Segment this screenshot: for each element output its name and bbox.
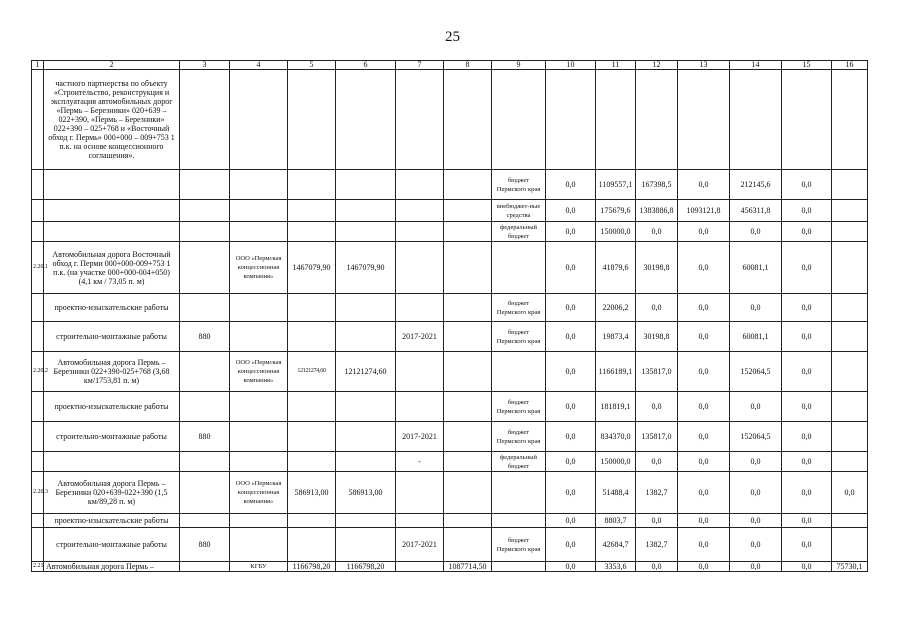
table-cell: 0,0 bbox=[546, 472, 596, 514]
table-cell bbox=[44, 452, 180, 472]
table-cell: 2017-2021 bbox=[396, 422, 444, 452]
table-cell: 0,0 bbox=[546, 528, 596, 562]
table-cell bbox=[336, 200, 396, 222]
table-cell: 0,0 bbox=[730, 452, 782, 472]
table-cell: федеральный бюджет bbox=[492, 452, 546, 472]
table-cell: 19873,4 bbox=[596, 322, 636, 352]
table-cell bbox=[336, 170, 396, 200]
table-cell bbox=[32, 422, 44, 452]
table-cell bbox=[180, 200, 230, 222]
table-cell bbox=[336, 294, 396, 322]
table-cell bbox=[832, 392, 868, 422]
table-cell bbox=[288, 452, 336, 472]
table-cell: 0,0 bbox=[782, 222, 832, 242]
column-header: 6 bbox=[336, 61, 396, 70]
table-cell: 152064,5 bbox=[730, 352, 782, 392]
table-cell: 22006,2 bbox=[596, 294, 636, 322]
column-header: 13 bbox=[678, 61, 730, 70]
table-cell: 0,0 bbox=[678, 170, 730, 200]
table-cell: 152064,5 bbox=[730, 422, 782, 452]
table-cell bbox=[230, 200, 288, 222]
table-cell: проектно-изыскательские работы bbox=[44, 294, 180, 322]
table-cell bbox=[336, 514, 396, 528]
table-cell bbox=[444, 170, 492, 200]
column-header: 14 bbox=[730, 61, 782, 70]
table-cell: 75730,1 bbox=[832, 562, 868, 572]
table-cell: 1383886,8 bbox=[636, 200, 678, 222]
table-cell: бюджет Пермского края bbox=[492, 392, 546, 422]
table-cell: 880 bbox=[180, 422, 230, 452]
table-cell bbox=[230, 222, 288, 242]
table-cell bbox=[444, 528, 492, 562]
table-cell bbox=[32, 322, 44, 352]
table-cell bbox=[32, 222, 44, 242]
table-cell: 0,0 bbox=[546, 392, 596, 422]
table-cell: 212145,6 bbox=[730, 170, 782, 200]
table-row bbox=[32, 472, 868, 514]
table-cell: 0,0 bbox=[730, 528, 782, 562]
table-cell bbox=[492, 514, 546, 528]
table-cell: 0,0 bbox=[678, 222, 730, 242]
table-cell: 2.20.1 bbox=[32, 242, 44, 294]
table-cell bbox=[444, 70, 492, 170]
table-cell bbox=[832, 422, 868, 452]
table-cell bbox=[832, 322, 868, 352]
table-row bbox=[32, 322, 868, 352]
table-cell: 135817,0 bbox=[636, 422, 678, 452]
column-header: 11 bbox=[596, 61, 636, 70]
table-cell bbox=[396, 562, 444, 572]
column-header: 2 bbox=[44, 61, 180, 70]
table-cell bbox=[32, 294, 44, 322]
table-cell: 0,0 bbox=[546, 294, 596, 322]
table-cell: 0,0 bbox=[636, 562, 678, 572]
table-cell: 167398,5 bbox=[636, 170, 678, 200]
budget-table bbox=[31, 60, 868, 572]
table-cell bbox=[180, 242, 230, 294]
table-cell: бюджет Пермского края bbox=[492, 528, 546, 562]
table-cell: 0,0 bbox=[678, 294, 730, 322]
table-cell: 60081,1 bbox=[730, 322, 782, 352]
table-cell: 0,0 bbox=[782, 528, 832, 562]
table-cell bbox=[832, 70, 868, 170]
table-cell bbox=[596, 70, 636, 170]
table-cell bbox=[180, 452, 230, 472]
table-cell: 2017-2021 bbox=[396, 528, 444, 562]
column-header: 9 bbox=[492, 61, 546, 70]
table-cell: 0,0 bbox=[782, 472, 832, 514]
table-row bbox=[32, 392, 868, 422]
table-cell bbox=[44, 200, 180, 222]
table-cell: проектно-изыскательские работы bbox=[44, 514, 180, 528]
table-cell: 0,0 bbox=[636, 294, 678, 322]
table-cell: 0,0 bbox=[730, 472, 782, 514]
table-cell bbox=[336, 392, 396, 422]
table-cell bbox=[288, 422, 336, 452]
table-cell bbox=[336, 452, 396, 472]
table-cell bbox=[288, 200, 336, 222]
table-row bbox=[32, 514, 868, 528]
table-cell bbox=[546, 70, 596, 170]
table-cell bbox=[288, 322, 336, 352]
table-cell: 12121274,60 bbox=[336, 352, 396, 392]
table-row bbox=[32, 352, 868, 392]
table-cell: ООО «Пермская концессионная компания» bbox=[230, 472, 288, 514]
table-row bbox=[32, 242, 868, 294]
table-cell: 0,0 bbox=[546, 514, 596, 528]
table-cell: 175679,6 bbox=[596, 200, 636, 222]
column-header: 4 bbox=[230, 61, 288, 70]
table-cell bbox=[230, 528, 288, 562]
table-cell bbox=[396, 242, 444, 294]
table-cell bbox=[230, 392, 288, 422]
table-row bbox=[32, 170, 868, 200]
table-cell bbox=[832, 514, 868, 528]
table-cell bbox=[180, 294, 230, 322]
table-cell: 2017-2021 bbox=[396, 322, 444, 352]
table-cell bbox=[336, 222, 396, 242]
table-cell bbox=[832, 200, 868, 222]
table-cell bbox=[288, 392, 336, 422]
table-cell bbox=[396, 514, 444, 528]
table-cell bbox=[636, 70, 678, 170]
table-cell: 0,0 bbox=[782, 352, 832, 392]
table-cell: 1087714,50 bbox=[444, 562, 492, 572]
table-cell bbox=[444, 242, 492, 294]
table-cell bbox=[288, 294, 336, 322]
table-cell: 0,0 bbox=[546, 452, 596, 472]
table-cell: 30198,8 bbox=[636, 242, 678, 294]
table-cell: 456311,8 bbox=[730, 200, 782, 222]
table-cell bbox=[396, 170, 444, 200]
table-cell bbox=[444, 472, 492, 514]
table-cell: 1382,7 bbox=[636, 472, 678, 514]
table-cell: строительно-монтажные работы bbox=[44, 422, 180, 452]
table-cell bbox=[180, 222, 230, 242]
table-cell: 0,0 bbox=[636, 514, 678, 528]
table-cell: 51488,4 bbox=[596, 472, 636, 514]
table-cell bbox=[832, 352, 868, 392]
table-cell: 1166189,1 bbox=[596, 352, 636, 392]
table-cell: 0,0 bbox=[782, 200, 832, 222]
table-cell: Автомобильная дорога Пермь – Березники 022+390-025+768 (3,68 км/1753,81 п. м) bbox=[44, 352, 180, 392]
table-cell bbox=[492, 352, 546, 392]
header-row bbox=[32, 61, 868, 70]
table-cell bbox=[32, 452, 44, 472]
table-cell: 181819,1 bbox=[596, 392, 636, 422]
table-cell bbox=[444, 322, 492, 352]
table-cell: 0,0 bbox=[832, 472, 868, 514]
table-cell: 0,0 bbox=[678, 528, 730, 562]
table-cell bbox=[444, 222, 492, 242]
table-cell: частного партнерства по объекту «Строительство, реконструкция и эксплуатация автомобильных дорог «Пермь – Березники» 020+639 – 022+390, «Пермь – Березники» 022+390 – 025+768 и «Восточный обход г. Пермь» 000+000 – 009+753 1 п.к. на основе концессионного соглашения». bbox=[44, 70, 180, 170]
table-cell: 0,0 bbox=[636, 392, 678, 422]
table-cell: 0,0 bbox=[782, 562, 832, 572]
table-cell: бюджет Пермского края bbox=[492, 170, 546, 200]
table-cell bbox=[288, 170, 336, 200]
table-cell bbox=[492, 70, 546, 170]
table-cell bbox=[288, 514, 336, 528]
table-cell: 0,0 bbox=[782, 514, 832, 528]
table-cell bbox=[396, 70, 444, 170]
table-cell: 0,0 bbox=[730, 514, 782, 528]
table-cell: 586913,00 bbox=[288, 472, 336, 514]
table-cell: 1109557,1 bbox=[596, 170, 636, 200]
table-cell bbox=[396, 472, 444, 514]
table-cell bbox=[492, 472, 546, 514]
table-cell: 0,0 bbox=[782, 452, 832, 472]
table-cell: федеральный бюджет bbox=[492, 222, 546, 242]
table-cell: внебюджет-ные средства bbox=[492, 200, 546, 222]
table-cell: 1166798,20 bbox=[288, 562, 336, 572]
table-cell: 834370,0 bbox=[596, 422, 636, 452]
table-cell: 0,0 bbox=[782, 392, 832, 422]
table-cell bbox=[444, 352, 492, 392]
table-cell bbox=[288, 528, 336, 562]
table-cell bbox=[396, 352, 444, 392]
table-cell bbox=[288, 222, 336, 242]
table-cell: 0,0 bbox=[678, 514, 730, 528]
table-cell: ООО «Пермская концессионная компания» bbox=[230, 242, 288, 294]
table-cell: 150000,0 bbox=[596, 222, 636, 242]
table-cell: строительно-монтажные работы bbox=[44, 322, 180, 352]
table-cell: 1093121,8 bbox=[678, 200, 730, 222]
column-header: 1 bbox=[32, 61, 44, 70]
column-header: 3 bbox=[180, 61, 230, 70]
table-cell: КГБУ bbox=[230, 562, 288, 572]
table-cell bbox=[832, 528, 868, 562]
table-cell bbox=[730, 70, 782, 170]
table-cell bbox=[230, 294, 288, 322]
table-cell bbox=[444, 392, 492, 422]
table-cell bbox=[32, 70, 44, 170]
table-cell: 0,0 bbox=[546, 200, 596, 222]
table-row bbox=[32, 294, 868, 322]
table-cell bbox=[44, 222, 180, 242]
table-cell: 0,0 bbox=[546, 322, 596, 352]
table-cell bbox=[180, 352, 230, 392]
table-cell bbox=[396, 222, 444, 242]
table-cell: 60081,1 bbox=[730, 242, 782, 294]
table-cell: 1382,7 bbox=[636, 528, 678, 562]
table-cell: 586913,00 bbox=[336, 472, 396, 514]
column-header: 5 bbox=[288, 61, 336, 70]
table-row bbox=[32, 452, 868, 472]
table-cell: 30198,8 bbox=[636, 322, 678, 352]
table-row bbox=[32, 70, 868, 170]
table-cell bbox=[336, 322, 396, 352]
table-cell: Автомобильная дорога Пермь – bbox=[44, 562, 180, 572]
table-cell: ООО «Пермская концессионная компания» bbox=[230, 352, 288, 392]
table-cell: 0,0 bbox=[678, 452, 730, 472]
table-cell: 0,0 bbox=[782, 242, 832, 294]
table-cell: 0,0 bbox=[678, 562, 730, 572]
table-row bbox=[32, 562, 868, 572]
column-header: 16 bbox=[832, 61, 868, 70]
table-cell bbox=[444, 200, 492, 222]
table-cell bbox=[288, 70, 336, 170]
table-row bbox=[32, 222, 868, 242]
table-cell bbox=[832, 294, 868, 322]
table-cell: бюджет Пермского края bbox=[492, 322, 546, 352]
table-cell: Автомобильная дорога Восточный обход г. Перми 000+000-009+753 1 п.к. (на участке 000+000-004+050) (4,1 км / 73,05 п. м) bbox=[44, 242, 180, 294]
table-cell bbox=[396, 294, 444, 322]
table-cell: 0,0 bbox=[636, 222, 678, 242]
table-cell bbox=[180, 514, 230, 528]
table-cell: 0,0 bbox=[730, 562, 782, 572]
table-cell: 880 bbox=[180, 322, 230, 352]
table-cell bbox=[180, 562, 230, 572]
page-number: 25 bbox=[445, 29, 460, 45]
table-cell: бюджет Пермского края bbox=[492, 422, 546, 452]
table-cell bbox=[44, 170, 180, 200]
column-header: 15 bbox=[782, 61, 832, 70]
table-cell bbox=[782, 70, 832, 170]
table-cell bbox=[180, 170, 230, 200]
table-row bbox=[32, 528, 868, 562]
table-cell bbox=[32, 392, 44, 422]
table-cell: 0,0 bbox=[678, 322, 730, 352]
table-cell: проектно-изыскательские работы bbox=[44, 392, 180, 422]
table-cell: 0,0 bbox=[636, 452, 678, 472]
table-cell: 135817,0 bbox=[636, 352, 678, 392]
table-cell bbox=[492, 242, 546, 294]
table-cell bbox=[32, 528, 44, 562]
table-cell: 0,0 bbox=[546, 242, 596, 294]
table-cell bbox=[832, 242, 868, 294]
column-header: 10 bbox=[546, 61, 596, 70]
table-row bbox=[32, 200, 868, 222]
table-cell: 42684,7 bbox=[596, 528, 636, 562]
table-cell bbox=[832, 170, 868, 200]
table-cell bbox=[180, 70, 230, 170]
table-cell: 1467079,90 bbox=[336, 242, 396, 294]
table-cell bbox=[832, 222, 868, 242]
table-cell: 2.21 bbox=[32, 562, 44, 572]
table-row bbox=[32, 422, 868, 452]
table-cell: 0,0 bbox=[546, 352, 596, 392]
table-cell: - bbox=[396, 452, 444, 472]
table-cell: 0,0 bbox=[782, 422, 832, 452]
table-cell: 0,0 bbox=[546, 170, 596, 200]
table-cell: строительно-монтажные работы bbox=[44, 528, 180, 562]
table-cell bbox=[230, 514, 288, 528]
table-cell: бюджет Пермского края bbox=[492, 294, 546, 322]
column-header: 12 bbox=[636, 61, 678, 70]
table-cell: 2.20.2 bbox=[32, 352, 44, 392]
table-cell bbox=[180, 472, 230, 514]
table-cell: 150000,0 bbox=[596, 452, 636, 472]
table-cell bbox=[444, 514, 492, 528]
table-cell: 0,0 bbox=[678, 472, 730, 514]
table-cell: 1467079,90 bbox=[288, 242, 336, 294]
table-cell: 1166798,20 bbox=[336, 562, 396, 572]
table-cell: 0,0 bbox=[546, 422, 596, 452]
table-cell: 0,0 bbox=[678, 352, 730, 392]
table-cell bbox=[32, 200, 44, 222]
table-cell: 880 bbox=[180, 528, 230, 562]
table-cell: 0,0 bbox=[546, 222, 596, 242]
table-cell bbox=[444, 294, 492, 322]
table-cell: 0,0 bbox=[678, 242, 730, 294]
table-cell: 0,0 bbox=[782, 170, 832, 200]
column-header: 8 bbox=[444, 61, 492, 70]
table-cell bbox=[230, 70, 288, 170]
table-cell: 0,0 bbox=[678, 392, 730, 422]
table-cell bbox=[180, 392, 230, 422]
table-cell: 41879,6 bbox=[596, 242, 636, 294]
table-cell bbox=[396, 200, 444, 222]
table-cell: 2.20.3 bbox=[32, 472, 44, 514]
table-cell: 12121274,60 bbox=[288, 352, 336, 392]
table-cell bbox=[444, 422, 492, 452]
table-cell: 0,0 bbox=[782, 322, 832, 352]
table-cell bbox=[32, 514, 44, 528]
table-cell: 0,0 bbox=[546, 562, 596, 572]
table-cell bbox=[832, 452, 868, 472]
table-cell bbox=[492, 562, 546, 572]
table-cell: 0,0 bbox=[730, 222, 782, 242]
column-header: 7 bbox=[396, 61, 444, 70]
table-cell: 0,0 bbox=[678, 422, 730, 452]
table-cell: 8803,7 bbox=[596, 514, 636, 528]
table-cell bbox=[678, 70, 730, 170]
table-cell bbox=[444, 452, 492, 472]
table-cell bbox=[230, 452, 288, 472]
table-cell bbox=[396, 392, 444, 422]
table-cell bbox=[230, 422, 288, 452]
table-cell: Автомобильная дорога Пермь – Березники 020+639-022+390 (1,5 км/89,28 п. м) bbox=[44, 472, 180, 514]
table-cell: 0,0 bbox=[730, 392, 782, 422]
table-cell bbox=[230, 322, 288, 352]
table-cell bbox=[230, 170, 288, 200]
table-cell bbox=[32, 170, 44, 200]
table-cell: 0,0 bbox=[782, 294, 832, 322]
table-cell bbox=[336, 422, 396, 452]
table-cell: 3353,6 bbox=[596, 562, 636, 572]
table-cell bbox=[336, 70, 396, 170]
table-cell bbox=[336, 528, 396, 562]
table-cell: 0,0 bbox=[730, 294, 782, 322]
